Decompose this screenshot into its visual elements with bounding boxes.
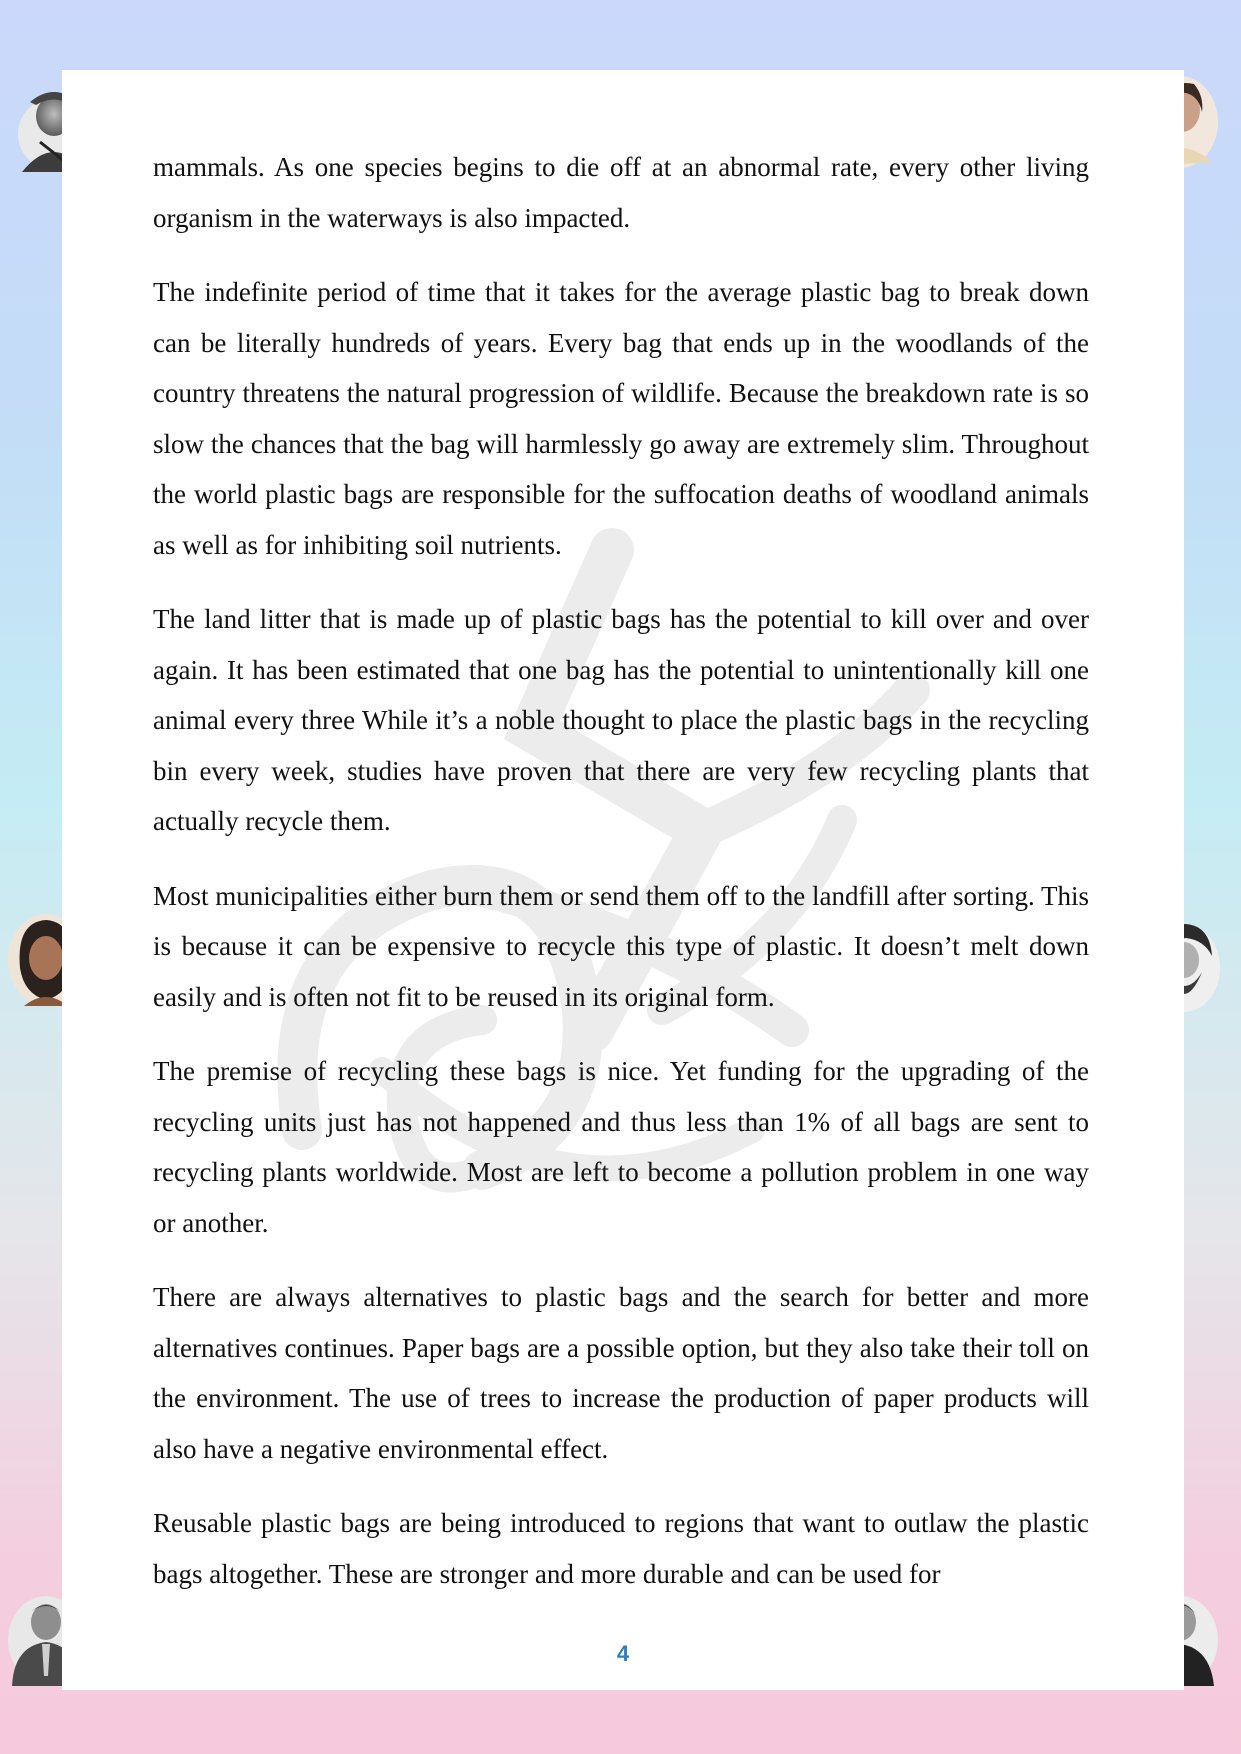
paragraph: Most municipalities either burn them or send them off to the landfill after sorting. This is because it can be expensive to recycle this type of plastic. It doesn’t melt down easily and is often not fit to be reused in its original form. — [153, 880, 1089, 1012]
document-page — [62, 70, 1184, 1690]
page-number: 4 — [616, 1641, 630, 1666]
paragraph: There are always alternatives to plastic bags and the search for better and more alternatives continues. Paper bags are a possible option, but they also take their toll on the environment. The use of trees to increase the production of paper products will also have a negative environmental effect. — [153, 1282, 1089, 1464]
paragraph: Reusable plastic bags are being introduced to regions that want to outlaw the plastic bags altogether. These are stronger and more durable and can be used for — [153, 1508, 1089, 1589]
paragraph: The land litter that is made up of plastic bags has the potential to kill over and over again. It has been estimated that one bag has the potential to unintentionally kill one animal every three While it’s a noble thought to place the plastic bags in the recycling bin every week, studies have proven that there are very few recycling plants that actually recycle them. — [153, 604, 1089, 836]
document-body — [153, 142, 1089, 1623]
paragraph: The premise of recycling these bags is nice. Yet funding for the upgrading of the recycling units just has not happened and thus less than 1% of all bags are sent to recycling plants worldwide. Most are left to become a pollution problem in one way or another. — [153, 1056, 1089, 1238]
paragraph: The indefinite period of time that it takes for the average plastic bag to break down can be literally hundreds of years. Every bag that ends up in the woodlands of the country threatens the natural progression of wildlife. Because the breakdown rate is so slow the chances that the bag will harmlessly go away are extremely slim. Throughout the world plastic bags are responsible for the suffocation deaths of woodland animals as well as for inhibiting soil nutrients. — [153, 277, 1089, 560]
paragraph: mammals. As one species begins to die off at an abnormal rate, every other living organism in the waterways is also impacted. — [153, 152, 1089, 233]
